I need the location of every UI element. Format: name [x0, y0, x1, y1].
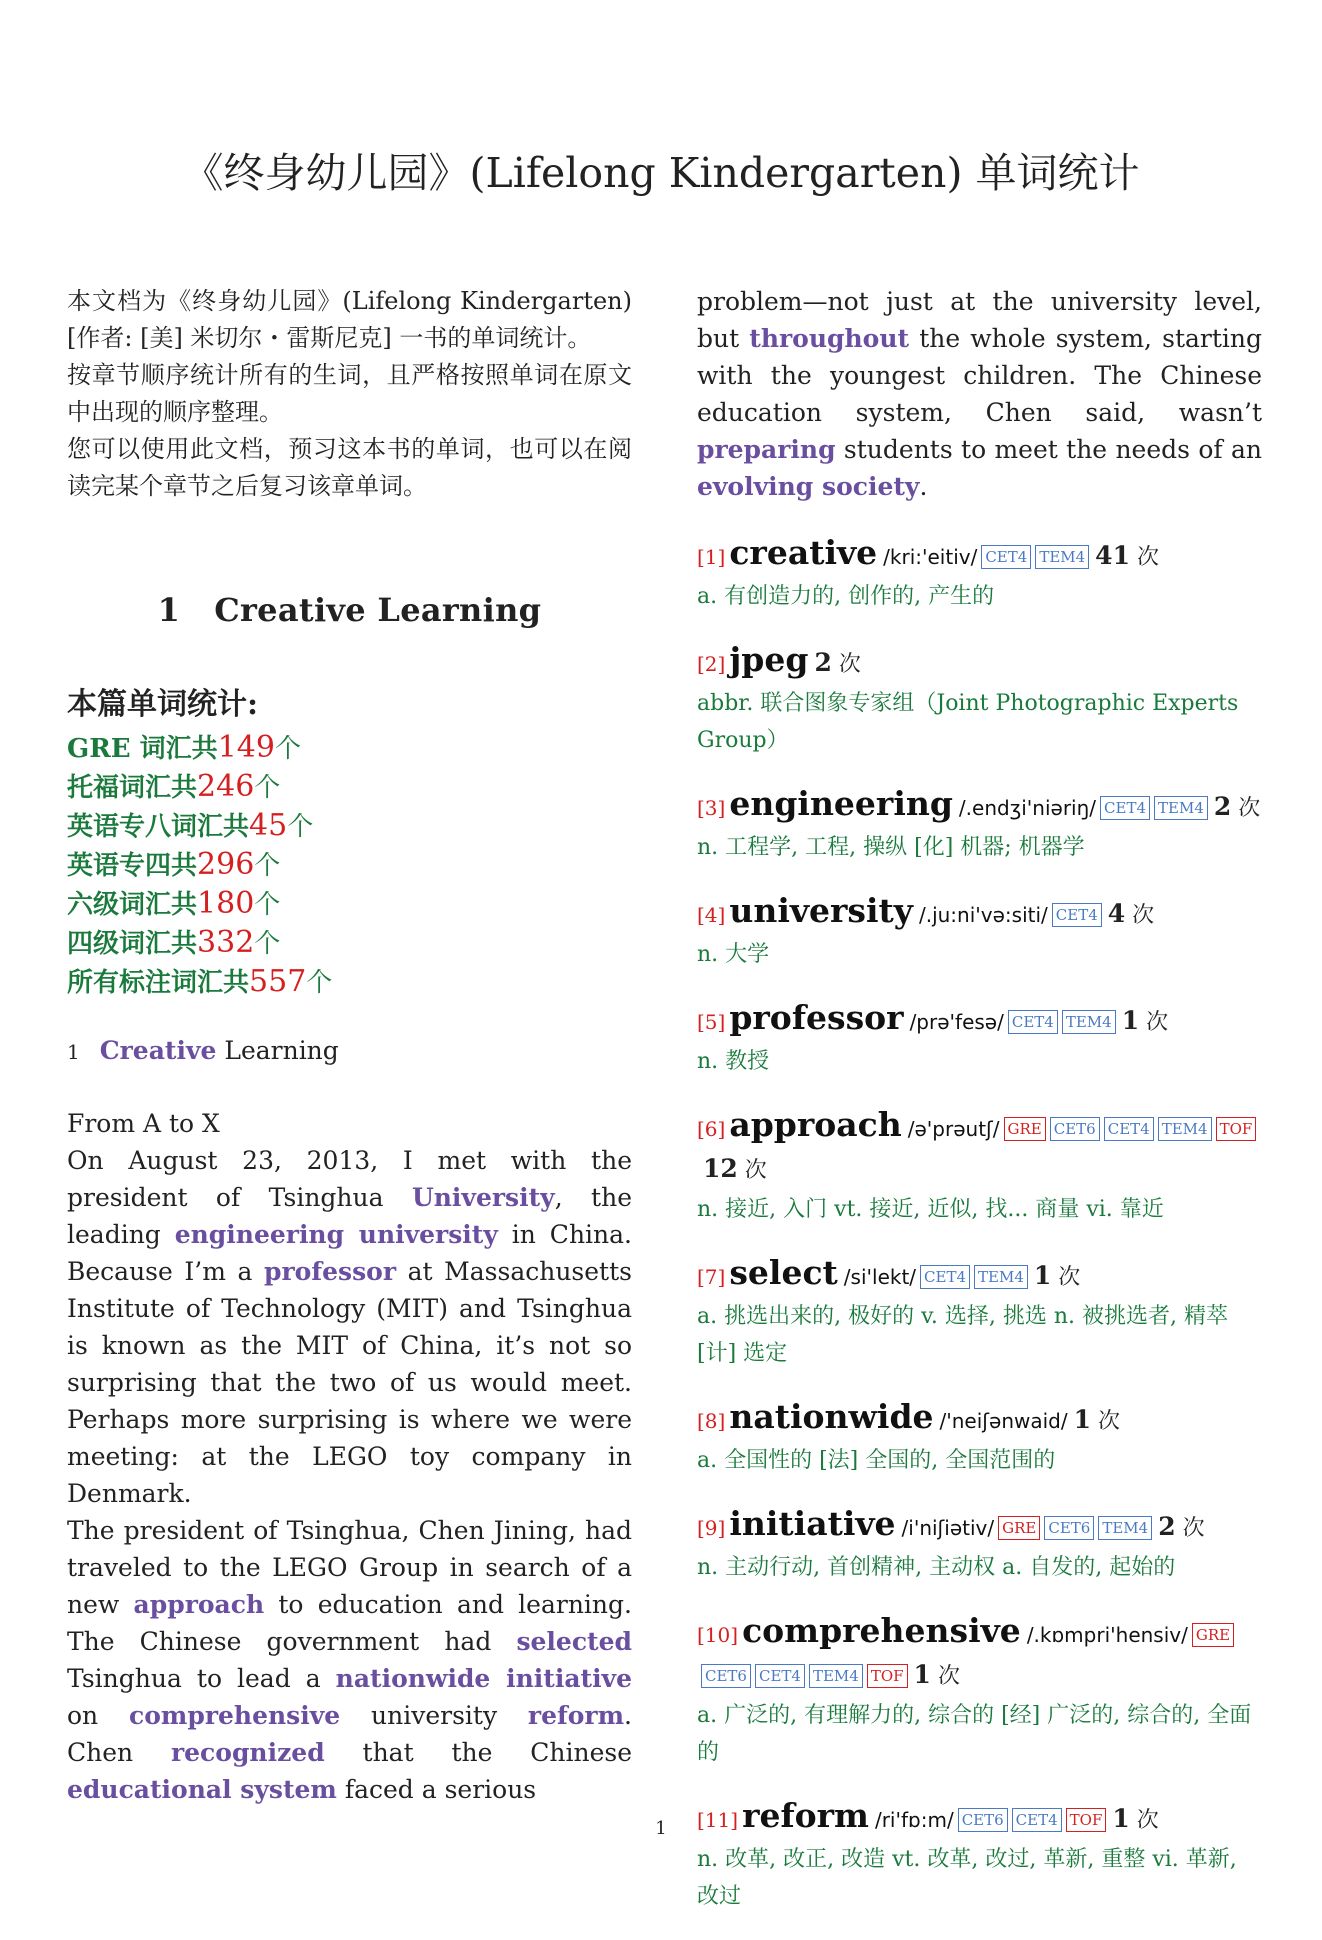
- frequency-unit: 次: [1139, 1010, 1169, 1035]
- frequency-count: 1: [1073, 1405, 1091, 1434]
- level-tag: CET4: [1104, 1117, 1154, 1141]
- entry-head: [697, 533, 1262, 578]
- entry-head: [697, 784, 1262, 829]
- entry-index: [11]: [697, 1808, 739, 1832]
- text-run: problem—not just at the university level, but: [697, 287, 1262, 353]
- entry-definition: a. 全国性的 [法] 全国的, 全国范围的: [697, 1448, 1056, 1473]
- word-entries: [697, 533, 1262, 1915]
- frequency-count: 1: [1033, 1261, 1052, 1290]
- frequency-count: 1: [1121, 1006, 1140, 1035]
- text-run: the whole system, starting with the youngest children. The Chinese education system, Chen said, wasn’t: [697, 324, 1262, 427]
- level-tag: TEM4: [809, 1664, 863, 1688]
- text-run: , the leading: [67, 1183, 632, 1249]
- text-run: university: [340, 1701, 528, 1730]
- text-run: The president of Tsinghua, Chen Jining, had traveled to the LEGO Group in search of a new: [67, 1516, 632, 1619]
- stat-label: GRE 词汇共: [67, 734, 218, 764]
- entry-head: [697, 1397, 1262, 1442]
- stat-count: 246: [197, 769, 255, 804]
- frequency-count: 1: [1112, 1804, 1130, 1833]
- intro-line: 您可以使用此文档，预习这本书的单词，也可以在阅读完某个章节之后复习该章单词。: [67, 435, 632, 500]
- level-tag: TEM4: [1098, 1516, 1152, 1540]
- stat-count: 180: [197, 886, 255, 921]
- highlighted-word[interactable]: reform: [527, 1701, 625, 1730]
- highlighted-word[interactable]: selected: [516, 1627, 632, 1656]
- stat-line: [67, 885, 632, 924]
- right-column: [697, 283, 1262, 1940]
- text-run: at Massachusetts Institute of Technology (MIT) and Tsinghua is known as the MIT of China, it’s not so surprising that the two of us would meet. Perhaps more surprising is where we were meeting: at the LEGO toy company in Denmark.: [67, 1257, 632, 1508]
- entry-definition: n. 教授: [697, 1049, 770, 1074]
- text-run: On August 23, 2013, I met with the president of Tsinghua: [67, 1146, 632, 1212]
- level-tag: TEM4: [1154, 796, 1208, 820]
- entry-phonetic: /i'niʃiətiv/: [901, 1516, 995, 1540]
- frequency-unit: 次: [1091, 1409, 1120, 1434]
- entry-definition: n. 接近, 入门 vt. 接近, 近似, 找... 商量 vi. 靠近: [697, 1197, 1164, 1222]
- level-tag: TEM4: [1158, 1117, 1212, 1141]
- text-run: . Chen: [67, 1701, 632, 1767]
- highlighted-word[interactable]: professor: [264, 1257, 397, 1286]
- left-column: [67, 283, 632, 1808]
- entry-index: [10]: [697, 1623, 739, 1647]
- intro: [67, 283, 632, 505]
- level-tag: CET4: [1012, 1808, 1062, 1832]
- entry-definition: n. 主动行动, 首创精神, 主动权 a. 自发的, 起始的: [697, 1555, 1176, 1580]
- entry-definition: a. 有创造力的, 创作的, 产生的: [697, 584, 995, 609]
- frequency-count: 41: [1095, 541, 1130, 570]
- level-tag: CET6: [701, 1664, 751, 1688]
- stat-count: 296: [197, 847, 255, 882]
- level-tag: TEM4: [1035, 545, 1089, 569]
- entry-word: creative: [729, 533, 878, 572]
- stat-count: 45: [249, 808, 288, 843]
- text-run: on: [67, 1701, 129, 1730]
- stat-unit: 个: [254, 851, 281, 881]
- word-entry: [697, 1611, 1262, 1771]
- stat-label: 所有标注词汇共: [67, 968, 250, 998]
- entry-frequency: [1158, 1512, 1205, 1541]
- level-tag: CET4: [1100, 796, 1150, 820]
- stat-count: 332: [197, 925, 255, 960]
- entry-index: [1]: [697, 545, 726, 569]
- toc-title-rest: Learning: [216, 1036, 339, 1065]
- highlighted-word[interactable]: preparing: [697, 435, 836, 464]
- level-tag: TEM4: [1062, 1010, 1116, 1034]
- entry-index: [2]: [697, 652, 726, 676]
- stat-label: 托福词汇共: [67, 773, 198, 803]
- entry-word: approach: [729, 1105, 902, 1144]
- word-entry: [697, 891, 1262, 973]
- entry-word: nationwide: [729, 1397, 934, 1436]
- entry-phonetic: /'neiʃənwaid/: [939, 1409, 1068, 1433]
- text-run: Tsinghua to lead a: [67, 1664, 336, 1693]
- toc-highlight: Creative: [99, 1036, 217, 1065]
- entry-definition: a. 广泛的, 有理解力的, 综合的 [经] 广泛的, 综合的, 全面的: [697, 1703, 1252, 1765]
- section-number: 1: [157, 591, 181, 629]
- word-entry: [697, 533, 1262, 615]
- highlighted-word[interactable]: comprehensive: [129, 1701, 341, 1730]
- word-entry: [697, 998, 1262, 1080]
- page-title: 《终身幼儿园》(Lifelong Kindergarten) 单词统计: [182, 149, 1140, 197]
- body-paragraph: [67, 1142, 632, 1512]
- text-run: that the Chinese: [324, 1738, 632, 1767]
- entry-phonetic: /.endʒi'niəriŋ/: [958, 796, 1097, 820]
- level-tag: CET4: [1008, 1010, 1058, 1034]
- frequency-unit: 次: [737, 1158, 767, 1183]
- stat-unit: 个: [274, 734, 301, 764]
- entry-frequency: [814, 648, 861, 677]
- page-number: 1: [655, 1818, 667, 1839]
- entry-index: [5]: [697, 1010, 726, 1034]
- stat-unit: 个: [306, 968, 333, 998]
- entry-word: professor: [729, 998, 904, 1037]
- stat-unit: 个: [254, 890, 281, 920]
- entry-index: [7]: [697, 1265, 726, 1289]
- frequency-count: 12: [703, 1154, 738, 1183]
- word-entry: [697, 1253, 1262, 1372]
- entry-index: [6]: [697, 1117, 726, 1141]
- entry-index: [4]: [697, 903, 726, 927]
- level-tag: CET6: [1050, 1117, 1100, 1141]
- stat-label: 四级词汇共: [67, 929, 198, 959]
- entry-phonetic: /kri:'eitiv/: [883, 545, 978, 569]
- entry-index: [9]: [697, 1516, 726, 1540]
- entry-head: [697, 1105, 1262, 1191]
- entry-head: [697, 998, 1262, 1043]
- entry-phonetic: /.kɒmpri'hensiv/: [1026, 1623, 1188, 1647]
- level-tag: CET4: [981, 545, 1031, 569]
- level-tag: TOF: [1066, 1808, 1107, 1832]
- entry-frequency: [913, 1660, 960, 1689]
- frequency-unit: 次: [930, 1664, 960, 1689]
- highlighted-word[interactable]: approach: [133, 1590, 265, 1619]
- frequency-unit: 次: [1129, 545, 1159, 570]
- stat-line: [67, 807, 632, 846]
- frequency-unit: 次: [1129, 1808, 1159, 1833]
- text-run: students to meet the needs of an: [835, 435, 1262, 464]
- stats-title: 本篇单词统计:: [67, 687, 259, 722]
- entry-head: [697, 1253, 1262, 1298]
- entry-word: initiative: [729, 1504, 896, 1543]
- stat-count: 557: [249, 964, 307, 999]
- stat-line: [67, 924, 632, 963]
- entry-phonetic: /prə'fesə/: [909, 1010, 1004, 1034]
- word-entry: [697, 784, 1262, 866]
- entry-frequency: [1213, 792, 1261, 821]
- entry-word: comprehensive: [742, 1611, 1021, 1650]
- entry-word: reform: [742, 1796, 869, 1835]
- intro-line: 按章节顺序统计所有的生词，且严格按照单词在原文中出现的顺序整理。: [67, 361, 632, 426]
- entry-head: [697, 640, 1262, 685]
- frequency-count: 2: [1213, 792, 1232, 821]
- highlighted-word[interactable]: evolving society: [697, 472, 920, 501]
- highlighted-word[interactable]: University: [411, 1183, 555, 1212]
- word-entry: [697, 1504, 1262, 1586]
- frequency-unit: 次: [1231, 796, 1261, 821]
- highlighted-word[interactable]: nationwide initiative: [335, 1664, 632, 1693]
- entry-head: [697, 1611, 1262, 1697]
- body-text: [67, 1105, 632, 1808]
- entry-phonetic: /ri'fɒ:m/: [874, 1808, 954, 1832]
- highlighted-word[interactable]: engineering university: [174, 1220, 498, 1249]
- text-run: faced a serious: [336, 1775, 537, 1804]
- stat-unit: 个: [254, 773, 281, 803]
- text-run: .: [919, 472, 928, 501]
- entry-frequency: [1033, 1261, 1081, 1290]
- level-tag: CET4: [755, 1664, 805, 1688]
- body-paragraph: [697, 283, 1262, 505]
- level-tag: CET6: [1044, 1516, 1094, 1540]
- highlighted-word[interactable]: recognized: [170, 1738, 325, 1767]
- level-tag: CET4: [1052, 903, 1102, 927]
- entry-word: engineering: [729, 784, 953, 823]
- word-entry: [697, 1796, 1262, 1915]
- toc-number: 1: [67, 1040, 80, 1064]
- entry-phonetic: /ə'prəutʃ/: [907, 1117, 1000, 1141]
- frequency-count: 2: [1158, 1512, 1176, 1541]
- frequency-unit: 次: [1051, 1265, 1081, 1290]
- stat-line: [67, 768, 632, 807]
- intro-line: 本文档为《终身幼儿园》(Lifelong Kindergarten)[作者: [美] 米切尔・雷斯尼克] 一书的单词统计。: [67, 287, 632, 352]
- level-tag: GRE: [1192, 1623, 1234, 1647]
- section-title: Creative Learning: [214, 591, 542, 629]
- entry-index: [8]: [697, 1409, 726, 1433]
- text-run: to education and learning. The Chinese government had: [67, 1590, 632, 1656]
- highlighted-word[interactable]: educational system: [67, 1775, 337, 1804]
- entry-definition: n. 改革, 改正, 改造 vt. 改革, 改过, 革新, 重整 vi. 革新, 改过: [697, 1847, 1237, 1909]
- entry-frequency: [1121, 1006, 1169, 1035]
- level-tag: TOF: [867, 1664, 908, 1688]
- entry-definition: n. 大学: [697, 942, 770, 967]
- level-tag: GRE: [1004, 1117, 1046, 1141]
- stat-label: 六级词汇共: [67, 890, 198, 920]
- entry-frequency: [1073, 1405, 1120, 1434]
- entry-frequency: [1095, 541, 1159, 570]
- level-tag: CET4: [920, 1265, 970, 1289]
- frequency-unit: 次: [1125, 903, 1155, 928]
- body-subtitle: From A to X: [67, 1109, 220, 1138]
- entry-word: university: [729, 891, 913, 930]
- section-heading: [67, 591, 632, 629]
- stat-label: 英语专四共: [67, 851, 198, 881]
- word-entry: [697, 1105, 1262, 1228]
- frequency-unit: 次: [1175, 1516, 1205, 1541]
- stat-line: [67, 846, 632, 885]
- entry-definition: abbr. 联合图象专家组（Joint Photographic Experts Group）: [697, 691, 1239, 753]
- text-run: in China. Because I’m a: [67, 1220, 632, 1286]
- entry-head: [697, 891, 1262, 936]
- frequency-count: 4: [1107, 899, 1126, 928]
- stat-unit: 个: [254, 929, 281, 959]
- entry-definition: a. 挑选出来的, 极好的 v. 选择, 挑选 n. 被挑选者, 精萃 [计] 选定: [697, 1304, 1229, 1366]
- word-entry: [697, 640, 1262, 759]
- entry-head: [697, 1504, 1262, 1549]
- stat-count: 149: [217, 730, 275, 765]
- entry-word: jpeg: [729, 640, 809, 679]
- body-paragraph: [67, 1512, 632, 1808]
- stat-label: 英语专八词汇共: [67, 812, 250, 842]
- stat-line: [67, 729, 632, 768]
- frequency-count: 2: [814, 648, 832, 677]
- frequency-unit: 次: [831, 652, 861, 677]
- level-tag: TEM4: [974, 1265, 1028, 1289]
- level-tag: GRE: [998, 1516, 1040, 1540]
- entry-word: select: [729, 1253, 838, 1292]
- stat-unit: 个: [287, 812, 314, 842]
- level-tag: TOF: [1216, 1117, 1257, 1141]
- entry-index: [3]: [697, 796, 726, 820]
- frequency-count: 1: [913, 1660, 931, 1689]
- word-entry: [697, 1397, 1262, 1479]
- entry-frequency: [1107, 899, 1155, 928]
- entry-frequency: [703, 1154, 767, 1183]
- highlighted-word[interactable]: throughout: [749, 324, 910, 353]
- entry-phonetic: /.ju:ni'və:siti/: [918, 903, 1048, 927]
- entry-definition: n. 工程学, 工程, 操纵 [化] 机器; 机器学: [697, 835, 1085, 860]
- entry-phonetic: /si'lekt/: [843, 1265, 917, 1289]
- stat-line: [67, 963, 632, 1002]
- toc-entry[interactable]: [67, 1036, 632, 1065]
- stats-list: [67, 729, 632, 1002]
- level-tag: CET6: [958, 1808, 1008, 1832]
